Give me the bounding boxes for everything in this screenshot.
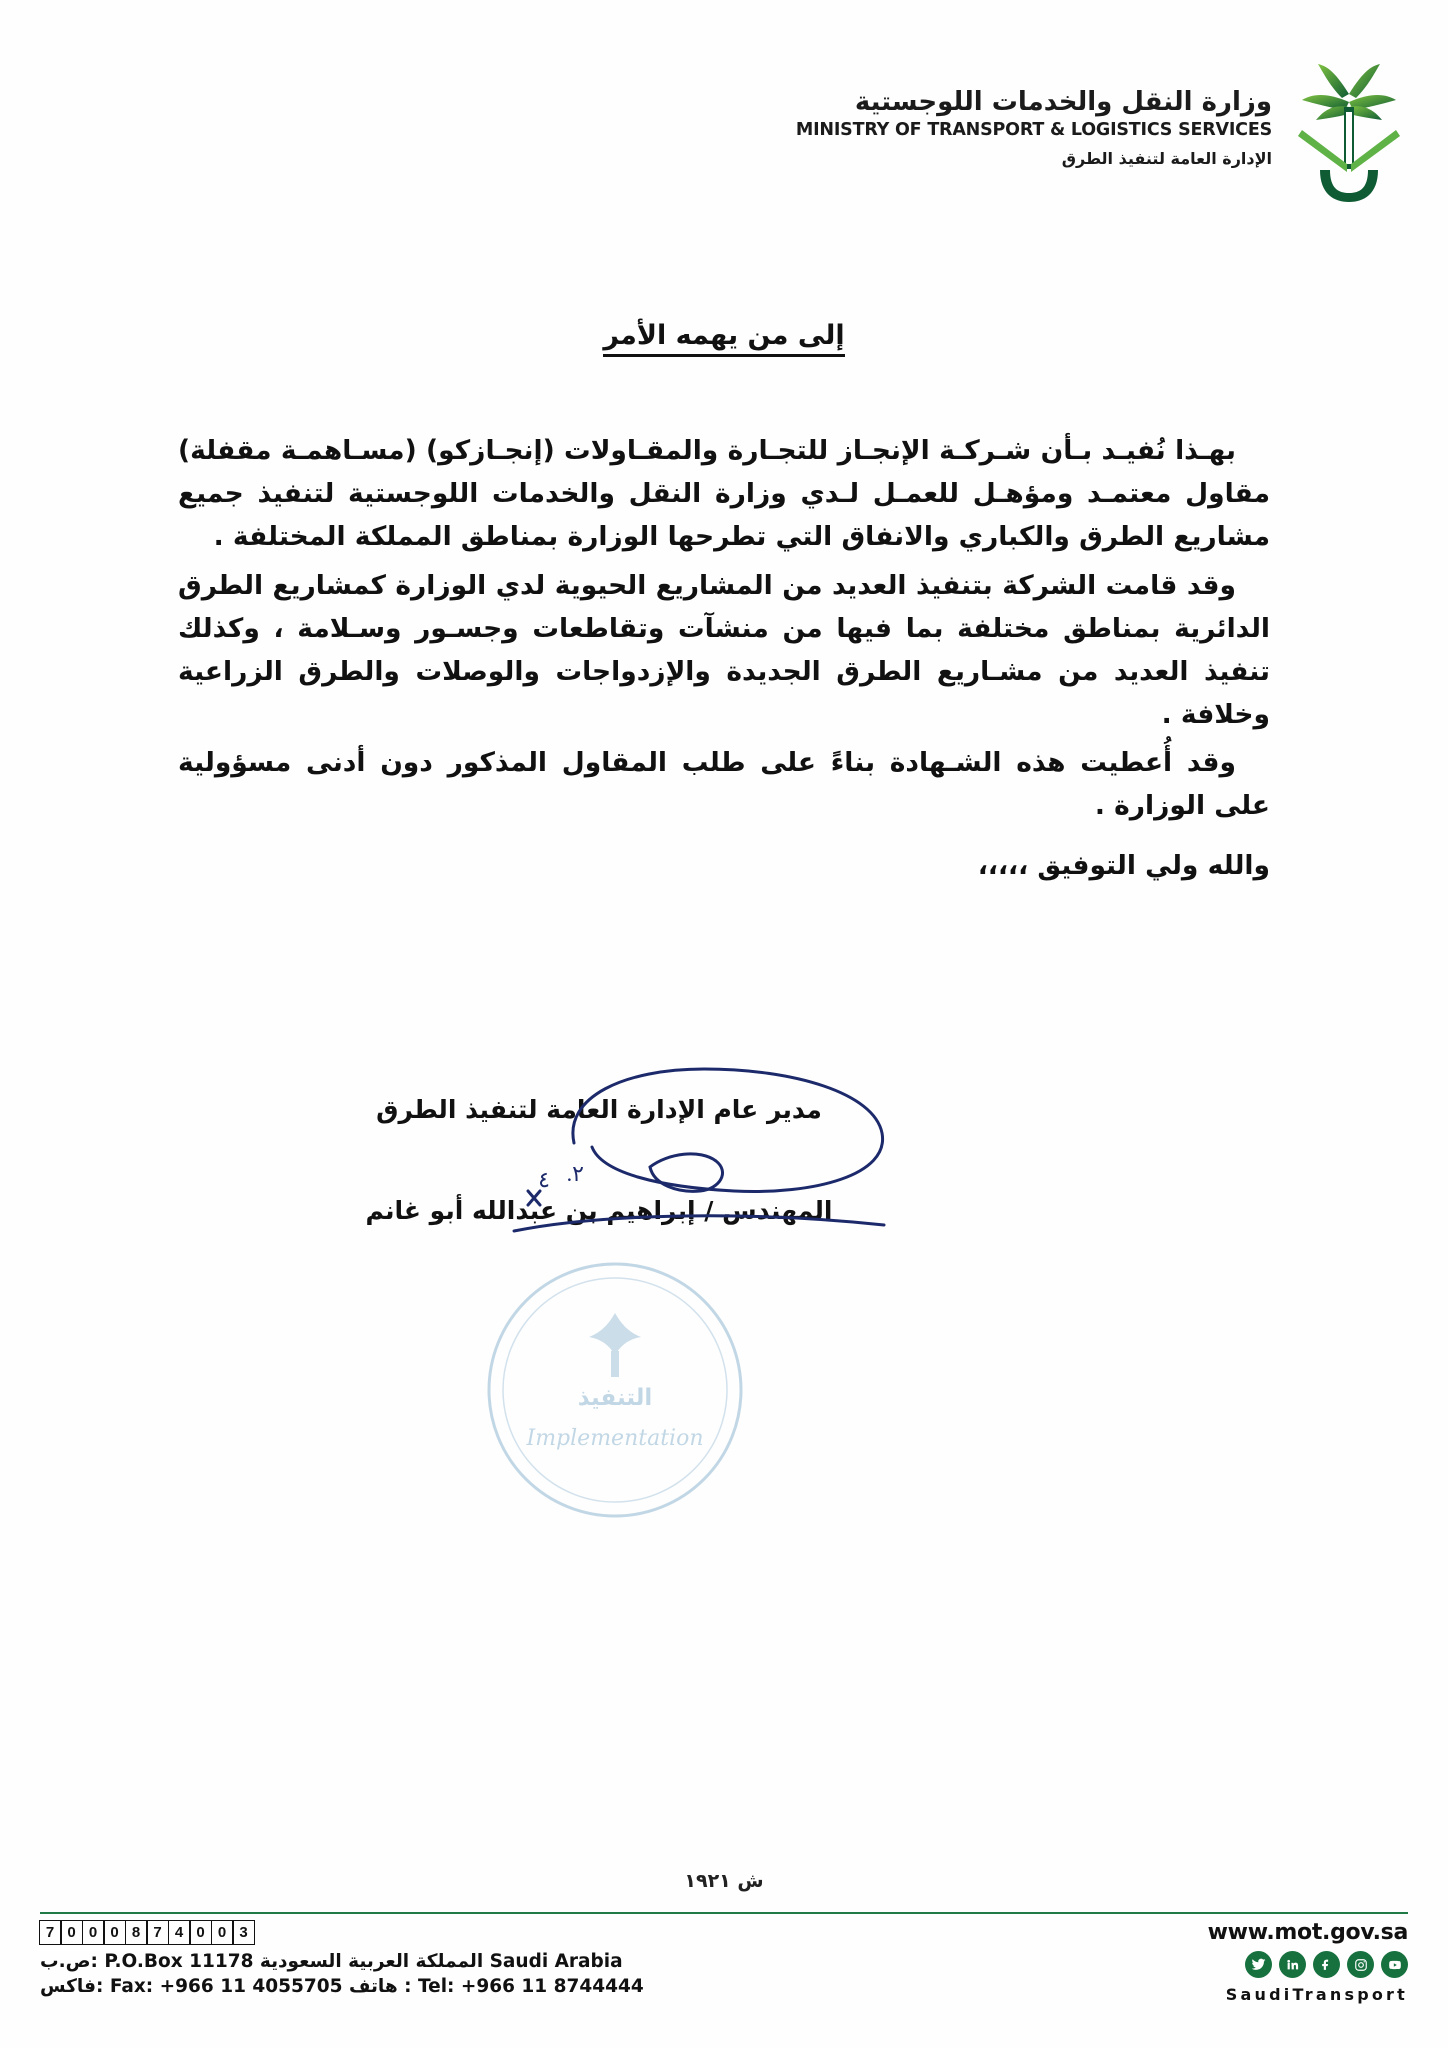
instagram-icon[interactable] <box>1347 1951 1374 1978</box>
saudi-palm-tree-logo <box>1290 52 1408 202</box>
department-name: الإدارة العامة لتنفيذ الطرق <box>1061 148 1272 168</box>
document-title <box>0 320 1448 351</box>
footer-divider <box>40 1912 1408 1914</box>
document-title-text: إلى من يهمه الأمر <box>603 320 844 357</box>
footer-social-handle: SaudiTransport <box>1225 1985 1408 2004</box>
document-body <box>178 430 1270 881</box>
twitter-icon[interactable] <box>1245 1951 1272 1978</box>
implementation-seal <box>480 1255 750 1525</box>
body-paragraph-3: وقد أُعطيت هذه الشـهادة بناءً على طلب المقاول المذكور دون أدنى مسؤولية على الوزارة . <box>178 747 1270 822</box>
youtube-icon[interactable] <box>1381 1951 1408 1978</box>
code-digit: 0 <box>60 1920 83 1945</box>
code-digit: 8 <box>125 1920 148 1945</box>
body-paragraph-1: بهـذا نُفيـد بـأن شـركـة الإنجـاز للتجـارة والمقـاولات (إنجـازكو) (مسـاهمـة مقفلة) مقاول معتمـد ومؤهـل للعمـل لـدي وزارة النقل والخدمات اللوجستية لتنفيذ جميع مشاريع الطرق والكباري والانفاق التي تطرحها الوزارة بمناطق المملكة المختلفة . <box>178 435 1270 552</box>
svg-text:٤: ٤ <box>538 1167 550 1192</box>
social-links <box>1208 1951 1408 1978</box>
handwritten-signature <box>454 1035 974 1265</box>
signatory-title: مدير عام الإدارة العامة لتنفيذ الطرق <box>376 1095 822 1124</box>
letterhead-header <box>796 52 1408 202</box>
footer-website[interactable]: www.mot.gov.sa <box>1207 1920 1408 1945</box>
body-paragraph-2: وقد قامت الشركة بتنفيذ العديد من المشاريع الحيوية لدي الوزارة كمشاريع الطرق الدائرية بمناطق مختلفة بما فيها من منشآت وتقاطعات وجسـور وسـلامة ، وكذلك تنفيذ العديد من مشـاريع الطرق الجديدة والإزدواجات والوصلات والطرق الزراعية وخلافة . <box>178 569 1270 730</box>
code-digit: 7 <box>146 1920 169 1945</box>
code-digit: 0 <box>189 1920 212 1945</box>
ministry-name-en: MINISTRY OF TRANSPORT & LOGISTICS SERVICES <box>795 119 1272 140</box>
svg-text:٢.: ٢. <box>566 1161 584 1186</box>
code-digit: 0 <box>103 1920 126 1945</box>
signatory-name: المهندس / إبراهيم بن عبدالله أبو غانم <box>365 1196 833 1225</box>
code-digit: 3 <box>232 1920 255 1945</box>
footer-contact: فاكس: Fax: +966 11 4055705 هاتف : Tel: +966 11 8744444 <box>40 1976 644 1997</box>
svg-text:التنفيذ: التنفيذ <box>577 1385 653 1411</box>
facebook-icon[interactable] <box>1313 1951 1340 1978</box>
letterhead-footer <box>40 1920 1408 2030</box>
code-digit: 0 <box>82 1920 105 1945</box>
footer-address: ص.ب: P.O.Box 11178 المملكة العربية السعودية Saudi Arabia <box>40 1951 623 1972</box>
code-digit: 4 <box>168 1920 191 1945</box>
code-digit: 0 <box>211 1920 234 1945</box>
svg-text:Implementation: Implementation <box>526 1426 704 1451</box>
linkedin-icon[interactable] <box>1279 1951 1306 1978</box>
unified-number-boxes <box>40 1920 644 1945</box>
signature-block <box>0 1095 1448 1225</box>
page-reference: ش ١٩٢١ <box>684 1870 764 1892</box>
ministry-name-ar: وزارة النقل والخدمات اللوجستية <box>854 87 1272 117</box>
code-digit: 7 <box>39 1920 62 1945</box>
closing-line: والله ولي التوفيق ،،،،، <box>977 850 1270 882</box>
